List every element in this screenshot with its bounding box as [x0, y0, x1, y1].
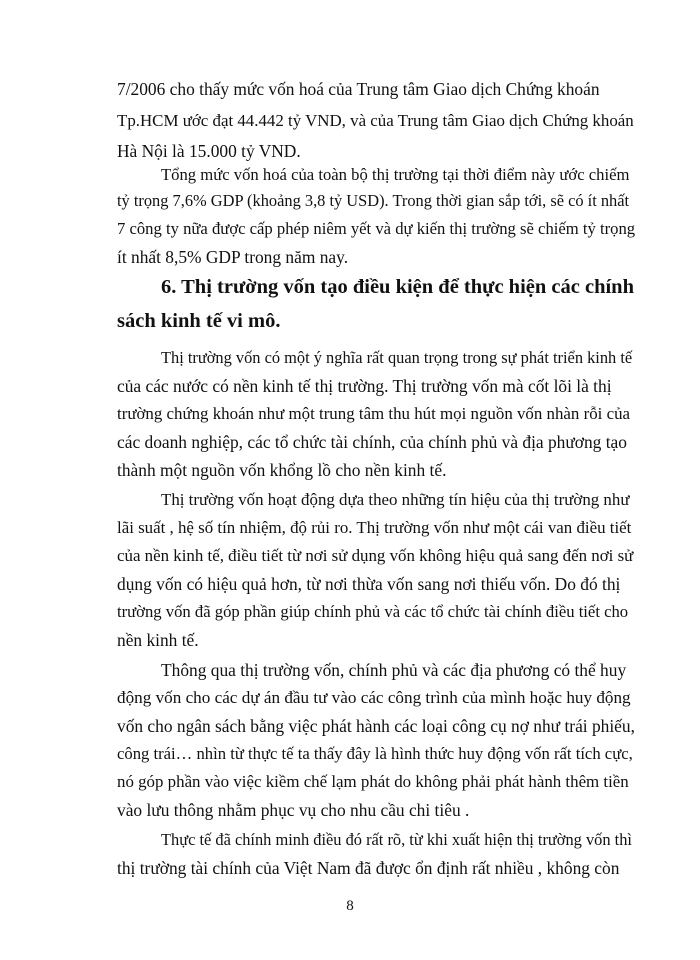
paragraph-line: dụng vốn có hiệu quả hơn, từ nơi thừa vốn sang nơi thiếu vốn. Do đó thị [117, 574, 621, 594]
paragraph-line: công trái… nhìn từ thực tế ta thấy đây là hình thức huy động vốn rất tích cực, [117, 744, 633, 763]
paragraph-line: Thị trường vốn hoạt động dựa theo những tín hiệu của thị trường như [161, 490, 630, 509]
paragraph-line: lãi suất , hệ số tín nhiệm, độ rủi ro. Thị trường vốn như một cái van điều tiết [117, 518, 632, 537]
paragraph-line: Hà Nội là 15.000 tỷ VND. [117, 141, 301, 161]
paragraph-line: của các nước có nền kinh tế thị trường. Thị trường vốn mà cốt lõi là thị [117, 376, 612, 396]
paragraph-line: Thông qua thị trường vốn, chính phủ và các địa phương có thể huy [161, 660, 627, 680]
paragraph-line: nó góp phần vào việc kiềm chế lạm phát do không phải phát hành thêm tiền [117, 772, 629, 791]
paragraph-line: trường vốn đã góp phần giúp chính phủ và các tổ chức tài chính điều tiết cho [117, 602, 629, 621]
paragraph-line: vào lưu thông nhằm phục vụ cho nhu cầu chi tiêu . [117, 800, 470, 820]
paragraph-line: Tp.HCM ước đạt 44.442 tỷ VND, và của Trung tâm Giao dịch Chứng khoán [117, 111, 634, 130]
paragraph-line: vốn cho ngân sách bằng việc phát hành các loại công cụ nợ như trái phiếu, [117, 716, 635, 736]
page-number: 8 [346, 898, 354, 914]
section-heading-line-2: sách kinh tế vi mô. [117, 310, 281, 332]
paragraph-line: Thực tế đã chính minh điều đó rất rõ, từ khi xuất hiện thị trường vốn thì [161, 830, 632, 849]
paragraph-line: 7/2006 cho thấy mức vốn hoá của Trung tâm Giao dịch Chứng khoán [117, 79, 600, 99]
paragraph-line: động vốn cho các dự án đầu tư vào các công trình của mình hoặc huy động [117, 688, 631, 707]
section-heading-line-1: 6. Thị trường vốn tạo điều kiện để thực hiện các chính [161, 276, 634, 298]
paragraph-line: 7 công ty nữa được cấp phép niêm yết và dự kiến thị trường sẽ chiếm tỷ trọng [117, 219, 636, 238]
paragraph-line: thị trường tài chính của Việt Nam đã được ổn định rất nhiều , không còn [117, 858, 620, 878]
paragraph-line: Tổng mức vốn hoá của toàn bộ thị trường tại thời điểm này ước chiếm [161, 165, 630, 184]
paragraph-line: của nền kinh tế, điều tiết từ nơi sử dụng vốn không hiệu quả sang đến nơi sử [117, 546, 634, 565]
paragraph-line: nền kinh tế. [117, 630, 199, 650]
paragraph-line: trường chứng khoán như một trung tâm thu hút mọi nguồn vốn nhàn rỗi của [117, 404, 631, 423]
paragraph-line: tỷ trọng 7,6% GDP (khoảng 3,8 tỷ USD). Trong thời gian sắp tới, sẽ có ít nhất [117, 191, 630, 210]
paragraph-line: Thị trường vốn có một ý nghĩa rất quan trọng trong sự phát triển kinh tế [161, 348, 633, 367]
paragraph-line: ít nhất 8,5% GDP trong năm nay. [117, 247, 349, 267]
paragraph-line: các doanh nghiệp, các tổ chức tài chính, của chính phủ và địa phương tạo [117, 432, 627, 452]
paragraph-line: thành một nguồn vốn khổng lồ cho nền kinh tế. [117, 460, 447, 480]
